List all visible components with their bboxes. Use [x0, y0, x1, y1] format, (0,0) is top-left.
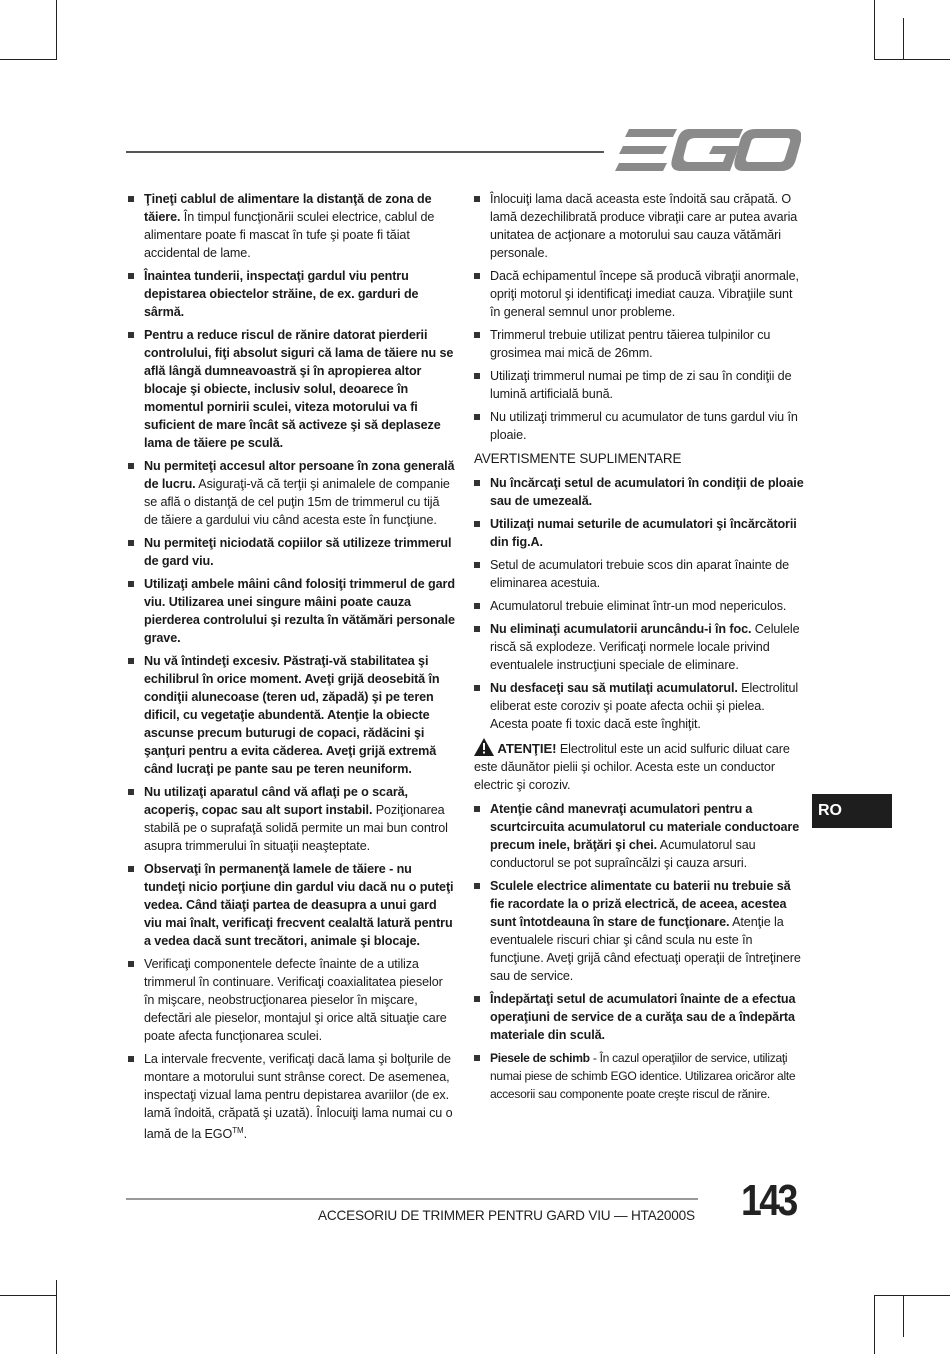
list-item: [128, 860, 455, 950]
item-text: Poziţionarea stabilă pe o suprafaţă solidă permite un mai bun control asupra trimmerului în situaţii neaşteptate.: [144, 803, 448, 853]
item-text: Nu utilizaţi trimmerul cu acumulator de tuns gardul viu în ploaie.: [490, 410, 798, 442]
footer-title: ACCESORIU DE TRIMMER PENTRU GARD VIU — HTA2000S: [318, 1208, 695, 1223]
bullet-icon: [128, 961, 134, 967]
list-item: [474, 990, 804, 1044]
list-item: [474, 474, 804, 510]
bullet-icon: [474, 883, 480, 889]
item-bold-text: Înaintea tunderii, inspectaţi gardul viu pentru depistarea obiectelor străine, de ex. garduri de sârmă.: [144, 269, 419, 319]
item-text: Trimmerul trebuie utilizat pentru tăierea tulpinilor cu grosimea mai mică de 26mm.: [490, 328, 771, 360]
item-text: Electrolitul eliberat este coroziv şi poate afecta ochii şi pielea. Acesta poate fi toxic dacă este înghiţit.: [490, 681, 799, 731]
item-text: La intervale frecvente, verificaţi dacă lama şi bolţurile de montare a motorului sunt strânse corect. De asemenea, inspectaţi vizual lama pentru depistarea avariilor (de ex. lamă îndoită, crăpată şi uzată). Înlocuiţi lama numai cu o lamă de la EGO: [144, 1052, 453, 1142]
bullet-icon: [474, 273, 480, 279]
item-bold-text: Nu permiteţi accesul altor persoane în zona generală de lucru.: [144, 459, 455, 491]
bullet-icon: [474, 414, 480, 420]
item-bold-text: Pentru a reduce riscul de rănire datorat pierderii controlului, fiţi absolut siguri că lama de tăiere nu se află lângă dumneavoastră şi în apropierea altor blocaje şi obiecte, inclusiv solul, deoarece în momentul pornirii sculei, viteza motorului va fi suficient de mare încât să activeze şi să deplaseze lama de tăiere pe sculă.: [144, 328, 454, 450]
item-text: Utilizaţi trimmerul numai pe timp de zi sau în condiţii de lumină artificială bună.: [490, 369, 792, 401]
page-number: 143: [741, 1176, 796, 1225]
list-item: [128, 652, 455, 778]
bullet-icon: [128, 866, 134, 872]
header-rule: [126, 151, 604, 153]
bullet-icon: [474, 603, 480, 609]
list-item: [128, 534, 455, 570]
trademark-mark: TM: [232, 1126, 244, 1135]
item-text: Înlocuiţi lama dacă aceasta este îndoită sau crăpată. O lamă dezechilibrată produce vibraţii care ar putea avaria unitatea de acţionare a motorului sau cauza vătămări personale.: [490, 192, 798, 260]
list-item: [128, 955, 455, 1045]
crop-mark: [0, 59, 57, 60]
warning-block: [474, 738, 804, 794]
bullet-icon: [474, 332, 480, 338]
bullet-icon: [128, 658, 134, 664]
bullet-icon: [474, 196, 480, 202]
item-text: Acumulatorul trebuie eliminat într-un mod nepericulos.: [490, 599, 787, 613]
bullet-icon: [474, 562, 480, 568]
item-bold-text: Nu vă întindeţi excesiv. Păstraţi-vă stabilitatea şi echilibrul în orice moment. Aveţi grijă deosebită în condiţii alunecoase (teren ud, zăpadă) şi pe teren dificil, cu vegetaţie abundentă. Atenţie la obiecte ascunse precum buturugi de copaci, rădăcini şi şanţuri pentru a evita căderea. Aveţi grijă extremă când lucraţi pe pante sau pe teren neuniform.: [144, 654, 440, 776]
item-bold-text: Nu permiteţi niciodată copiilor să utilizeze trimmerul de gard viu.: [144, 536, 452, 568]
crop-mark: [903, 18, 904, 60]
crop-mark: [874, 1295, 950, 1296]
list-item: [474, 679, 804, 733]
list-item: [128, 1050, 455, 1143]
list-item: [474, 515, 804, 551]
list-item: [128, 326, 455, 452]
item-text: Verificaţi componentele defecte înainte de a utiliza trimmerul în continuare. Verificaţi coaxialitatea pieselor în mişcare, neobstrucţionarea pieselor în mişcare, defectări ale pieselor, montajul şi orice altă situaţie care poate afecta funcţionarea sculei.: [144, 957, 447, 1043]
bullet-icon: [128, 463, 134, 469]
list-item: [128, 783, 455, 855]
crop-mark: [56, 0, 57, 60]
list-item: [474, 326, 804, 362]
crop-mark: [56, 1280, 57, 1354]
bullet-icon: [474, 996, 480, 1002]
bullet-icon: [474, 480, 480, 486]
item-text: Asiguraţi-vă că terţii şi animalele de companie se află o distanţă de cel puţin 15m de trimmerul cu tijă de tăiere a gardului viu când acesta este în funcţiune.: [144, 477, 450, 527]
crop-mark: [874, 59, 950, 60]
crop-mark: [874, 0, 875, 60]
item-bold-text: Nu utilizaţi aparatul când vă aflaţi pe o scară, acoperiş, copac sau alt suport instabil.: [144, 785, 408, 817]
item-bold-text: Nu încărcaţi setul de acumulatori în condiţii de ploaie sau de umezeală.: [490, 476, 804, 508]
crop-mark: [903, 1295, 904, 1337]
item-text: - În cazul operaţiilor de service, utilizaţi numai piese de schimb EGO identice. Utilizarea oricăror alte accesorii sau componente poate creşte riscul de rănire.: [490, 1051, 796, 1101]
list-item: [128, 575, 455, 647]
bullet-icon: [474, 521, 480, 527]
crop-mark: [874, 1295, 875, 1354]
item-text: Acumulatorul sau conductorul se pot supraîncălzi şi cauza arsuri.: [490, 838, 756, 870]
item-bold-text: Ţineţi cablul de alimentare la distanţă de zona de tăiere.: [144, 192, 432, 224]
list-item: [128, 267, 455, 321]
bullet-icon: [128, 196, 134, 202]
warning-title: ATENŢIE!: [497, 741, 557, 756]
item-text: Celulele riscă să explodeze. Verificaţi normele locale privind eventualele instrucţiuni speciale de eliminare.: [490, 622, 800, 672]
crop-mark: [0, 1295, 57, 1296]
item-text: În timpul funcţionării sculei electrice, cablul de alimentare poate fi mascat în tufe şi poate fi tăiat accidental de lame.: [144, 210, 435, 260]
left-column: [128, 190, 455, 1148]
list-item: [128, 190, 455, 262]
warning-icon: [474, 738, 494, 756]
list-item: [474, 556, 804, 592]
list-item: [474, 1049, 804, 1103]
list-item: [474, 190, 804, 262]
bullet-icon: [474, 1055, 480, 1061]
item-bold-text: Atenţie când manevraţi acumulatori pentru a scurtcircuita acumulatorul cu materiale conductoare precum inele, brăţări şi chei.: [490, 802, 800, 852]
list-item: [474, 877, 804, 985]
language-tab: RO: [812, 794, 892, 828]
list-item: [474, 597, 804, 615]
bullet-icon: [128, 1056, 134, 1062]
list-item: [474, 267, 804, 321]
item-bold-text: Utilizaţi numai seturile de acumulatori şi încărcătorii din fig.A.: [490, 517, 797, 549]
item-bold-text: Utilizaţi ambele mâini când folosiţi trimmerul de gard viu. Utilizarea unei singure mâini poate cauza pierderea controlului şi rezulta în vătămări personale grave.: [144, 577, 455, 645]
list-item: [474, 367, 804, 403]
item-text: Dacă echipamentul începe să producă vibraţii anormale, opriţi motorul şi identificaţi imediat cauza. Vibraţiile sunt în general semnul unor probleme.: [490, 269, 799, 319]
bullet-icon: [474, 685, 480, 691]
warning-text: Electrolitul este un acid sulfuric diluat care este dăunător pielii şi ochilor. Acesta este un conductor electric şi coroziv.: [474, 742, 790, 792]
list-item: [474, 800, 804, 872]
item-bold-text: Nu desfaceţi sau să mutilaţi acumulatorul.: [490, 681, 738, 695]
bullet-icon: [474, 806, 480, 812]
item-text: Atenţie la eventualele riscuri chiar şi când scula nu este în funcţiune. Aveţi grijă când efectuaţi operaţii de întreţinere sau de service.: [490, 915, 801, 983]
item-bold-text: Nu eliminaţi acumulatorii aruncându-i în foc.: [490, 622, 752, 636]
item-text-end: .: [243, 1127, 247, 1142]
item-text: Setul de acumulatori trebuie scos din aparat înainte de eliminarea acestuia.: [490, 558, 790, 590]
bullet-icon: [128, 540, 134, 546]
item-bold-text: Îndepărtaţi setul de acumulatori înainte de a efectua operaţiuni de service de a curăţa sau de a îndepărta materiale din sculă.: [490, 992, 796, 1042]
bullet-icon: [128, 332, 134, 338]
ego-logo: [615, 129, 801, 171]
bullet-icon: [474, 373, 480, 379]
list-item: [474, 408, 804, 444]
section-title: AVERTISMENTE SUPLIMENTARE: [474, 451, 682, 466]
bullet-icon: [474, 626, 480, 632]
bullet-icon: [128, 273, 134, 279]
item-bold-text: Sculele electrice alimentate cu baterii nu trebuie să fie racordate la o priză electrică, de aceea, acestea sunt întotdeauna în stare de funcţionare.: [490, 879, 791, 929]
bullet-icon: [128, 789, 134, 795]
item-bold-text: Observaţi în permanenţă lamele de tăiere - nu tundeţi nicio porţiune din gardul viu dacă nu o puteţi vedea. Când tăiaţi partea de deasupra a unui gard viu mai înalt, verificaţi frecvent cealaltă latură pentru a vedea dacă sunt trecători, animale şi blocaje.: [144, 862, 454, 948]
list-item: [128, 457, 455, 529]
bullet-icon: [128, 581, 134, 587]
list-item: [474, 620, 804, 674]
footer-rule: [126, 1198, 698, 1200]
right-column: [474, 190, 804, 1108]
item-bold-text: Piesele de schimb: [490, 1051, 590, 1065]
